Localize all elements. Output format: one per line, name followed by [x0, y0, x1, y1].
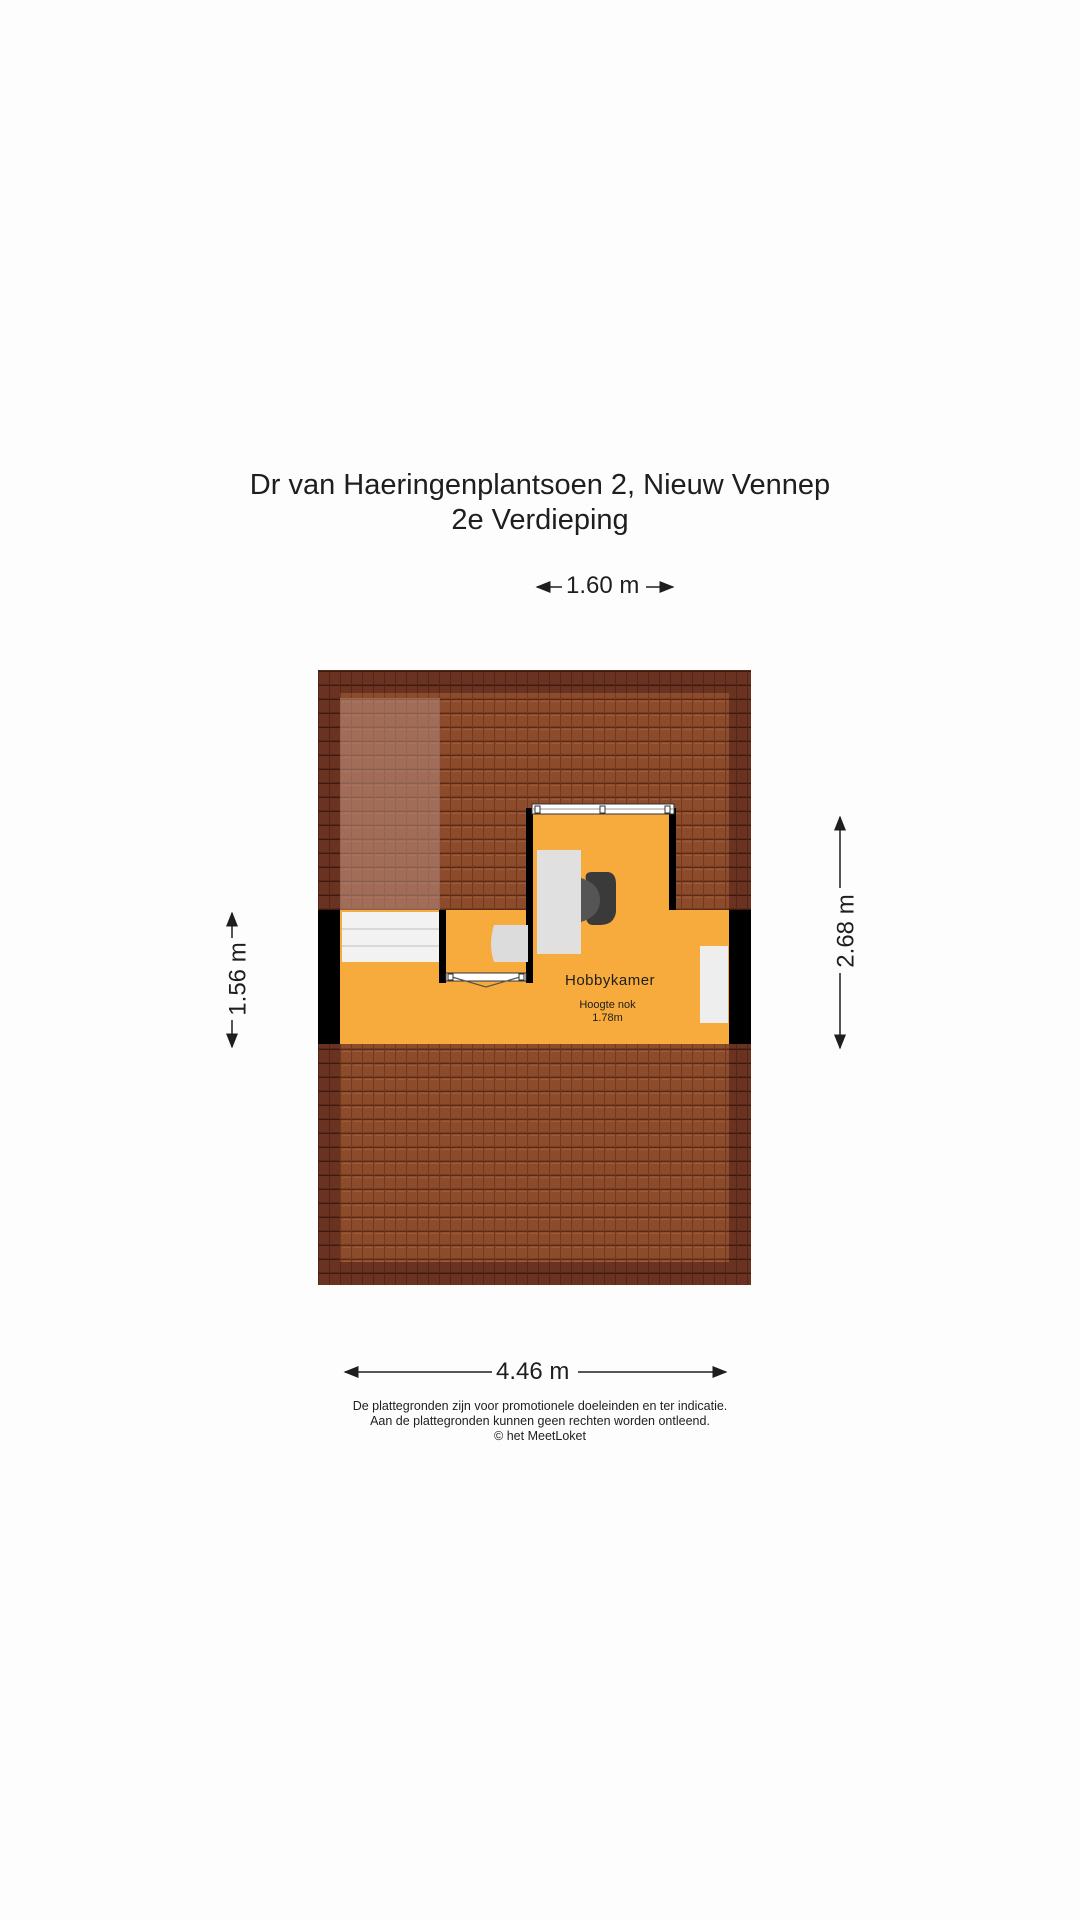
room-height [565, 999, 650, 1025]
cabinet [700, 946, 728, 1023]
plan-address-title: Dr van Haeringenplantsoen 2, Nieuw Vennep [249, 469, 831, 501]
dimension-bottom-label: 4.46 m [492, 1359, 573, 1385]
dimension-right-label: 2.68 m [834, 890, 860, 971]
disclaimer [0, 1399, 1080, 1444]
room-name: Hobbykamer [565, 972, 656, 989]
disclaimer-line-1: De plattegronden zijn voor promotionele doeleinden en ter indicatie. [352, 1399, 728, 1413]
desk [537, 850, 581, 954]
disclaimer-copyright: © het MeetLoket [494, 1429, 586, 1443]
plan-floor-title: 2e Verdieping [451, 504, 629, 536]
dimension-top-label: 1.60 m [562, 573, 643, 599]
dimension-left-label: 1.56 m [226, 938, 252, 1019]
small-chair [491, 925, 528, 962]
staircase [342, 912, 439, 962]
skylight [340, 698, 440, 910]
room-height-value: 1.78m [592, 1012, 623, 1024]
room-height-label: Hoogte nok [579, 999, 636, 1011]
disclaimer-line-2: Aan de plattegronden kunnen geen rechten worden ontleend. [370, 1414, 710, 1428]
